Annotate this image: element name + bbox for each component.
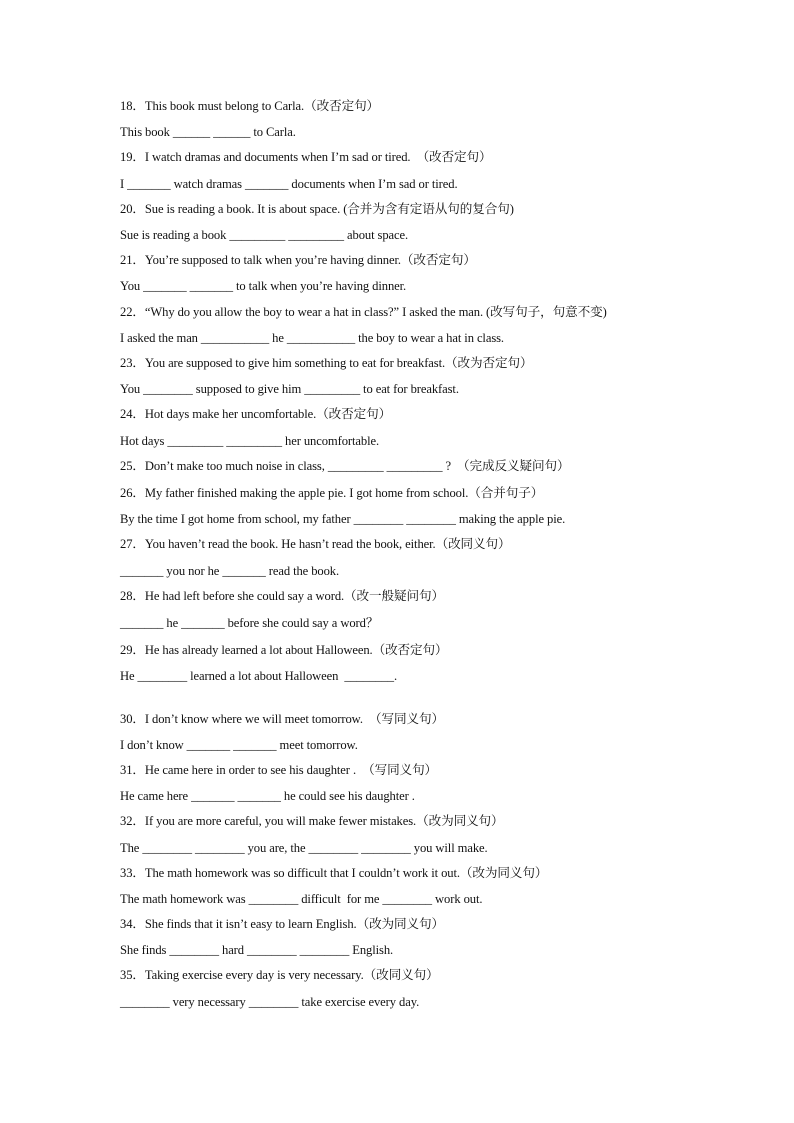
answer-31: He came here _______ _______ he could see his daughter .	[120, 789, 415, 803]
answer-27: _______ you nor he _______ read the book.	[120, 564, 340, 578]
question-19: 19．I watch dramas and documents when I’m sad or tired. （改否定句）	[120, 150, 492, 164]
answer-21: You _______ _______ to talk when you’re having dinner.	[120, 279, 407, 293]
answer-26: By the time I got home from school, my father ________ ________ making the apple pie.	[120, 512, 566, 526]
answer-35: ________ very necessary ________ take exercise every day.	[120, 995, 420, 1009]
answer-33: The math homework was ________ difficult for me ________ work out.	[120, 892, 483, 906]
question-34: 34．She finds that it isn’t easy to learn English.（改为同义句）	[120, 917, 445, 931]
question-33: 33．The math homework was so difficult that I couldn’t work it out.（改为同义句）	[120, 866, 548, 880]
answer-18: This book ______ ______ to Carla.	[120, 125, 296, 139]
question-20: 20．Sue is reading a book. It is about space. (合并为含有定语从句的复合句)	[120, 202, 514, 216]
question-27: 27．You haven’t read the book. He hasn’t read the book, either.（改同义句）	[120, 537, 511, 551]
answer-24: Hot days _________ _________ her uncomfortable.	[120, 434, 380, 448]
answer-34: She finds ________ hard ________ ________ English.	[120, 943, 394, 957]
question-35: 35．Taking exercise every day is very necessary.（改同义句）	[120, 968, 439, 982]
question-25: 25．Don’t make too much noise in class, _________ _________ ? （完成反义疑问句）	[120, 459, 570, 473]
question-24: 24．Hot days make her uncomfortable.（改否定句）	[120, 407, 392, 421]
question-31: 31．He came here in order to see his daughter . （写同义句）	[120, 763, 438, 777]
answer-29: He ________ learned a lot about Halloween ________.	[120, 669, 398, 683]
answer-22: I asked the man ___________ he ___________ the boy to wear a hat in class.	[120, 331, 504, 345]
answer-19: I _______ watch dramas _______ documents when I’m sad or tired.	[120, 177, 458, 191]
question-32: 32．If you are more careful, you will make fewer mistakes.（改为同义句）	[120, 814, 504, 828]
answer-20: Sue is reading a book _________ _________ about space.	[120, 228, 409, 242]
answer-23: You ________ supposed to give him _________ to eat for breakfast.	[120, 382, 459, 396]
question-30: 30．I don’t know where we will meet tomorrow. （写同义句）	[120, 712, 444, 726]
question-21: 21．You’re supposed to talk when you’re having dinner.（改否定句）	[120, 253, 476, 267]
answer-28: _______ he _______ before she could say a word？	[120, 616, 379, 630]
question-22: 22．“Why do you allow the boy to wear a hat in class?” I asked the man. (改写句子，句意不变)	[120, 305, 607, 319]
answer-32: The ________ ________ you are, the ________ ________ you will make.	[120, 841, 488, 855]
question-29: 29．He has already learned a lot about Halloween.（改否定句）	[120, 643, 448, 657]
question-28: 28．He had left before she could say a word.（改一般疑问句）	[120, 589, 445, 603]
question-23: 23．You are supposed to give him something to eat for breakfast.（改为否定句）	[120, 356, 533, 370]
answer-30: I don’t know _______ _______ meet tomorrow.	[120, 738, 358, 752]
question-18: 18．This book must belong to Carla.（改否定句）	[120, 99, 380, 113]
question-26: 26．My father finished making the apple pie. I got home from school.（合并句子）	[120, 486, 544, 500]
